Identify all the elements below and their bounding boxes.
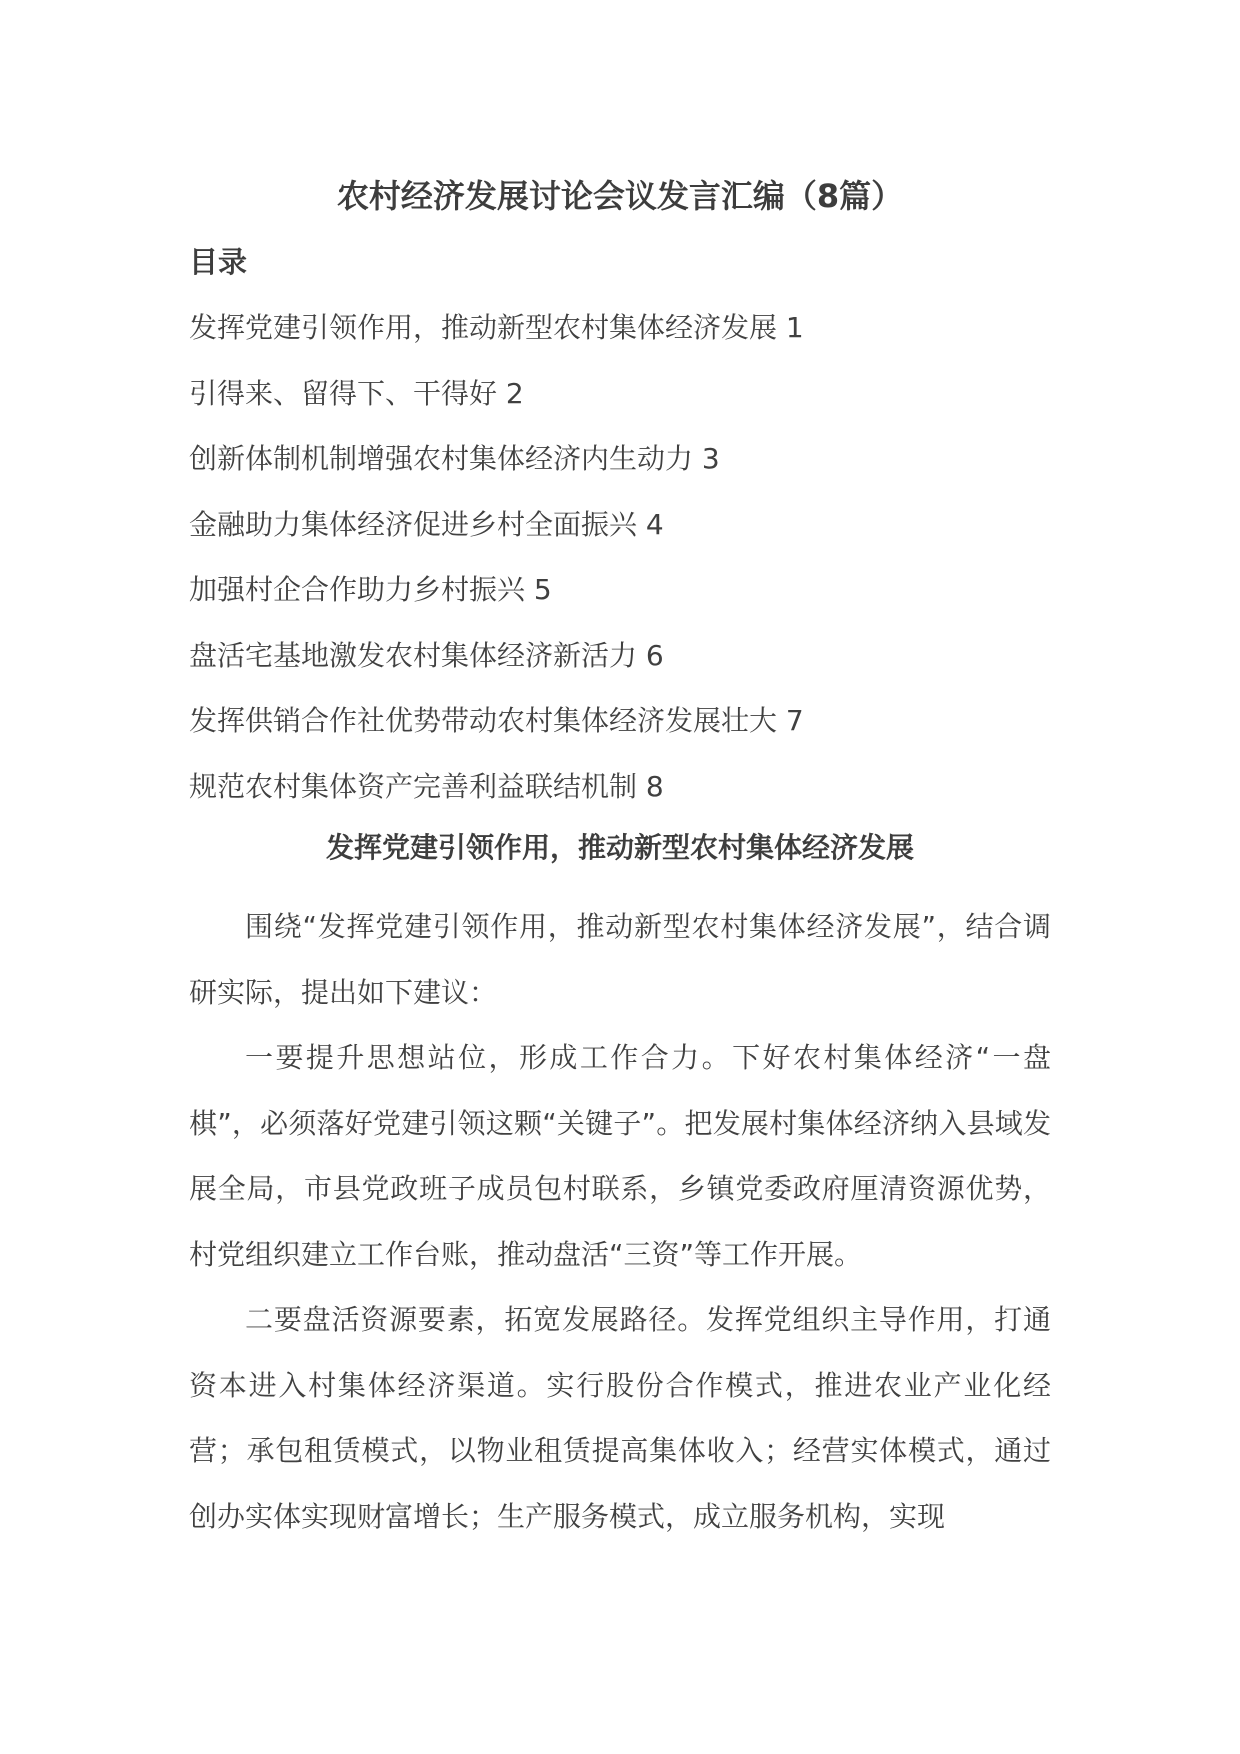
paragraph: 二要盘活资源要素，拓宽发展路径。发挥党组织主导作用，打通资本进入村集体经济渠道。实行股份合作模式，推进农业产业化经营；承包租赁模式，以物业租赁提高集体收入；经营实体模式，通过创办实体实现财富增长；生产服务模式，成立服务机构，实现 xyxy=(189,1303,1051,1533)
section-body xyxy=(189,894,1051,1549)
toc-item: 发挥党建引领作用，推动新型农村集体经济发展 1 xyxy=(189,311,804,344)
section-title: 发挥党建引领作用，推动新型农村集体经济发展 xyxy=(325,831,914,864)
paragraph: 一要提升思想站位，形成工作合力。下好农村集体经济“一盘棋”，必须落好党建引领这颗“关键子”。把发展村集体经济纳入县域发展全局，市县党政班子成员包村联系，乡镇党委政府厘清资源优势，村党组织建立工作台账，推动盘活“三资”等工作开展。 xyxy=(189,1041,1051,1271)
toc-item: 发挥供销合作社优势带动农村集体经济发展壮大 7 xyxy=(189,704,804,737)
toc-item: 盘活宅基地激发农村集体经济新活力 6 xyxy=(189,638,664,672)
toc-item: 金融助力集体经济促进乡村全面振兴 4 xyxy=(189,507,664,541)
toc-item: 规范农村集体资产完善利益联结机制 8 xyxy=(189,769,664,803)
document-title: 农村经济发展讨论会议发言汇编（8篇） xyxy=(336,177,904,215)
toc-item: 创新体制机制增强农村集体经济内生动力 3 xyxy=(189,442,720,475)
toc-heading: 目录 xyxy=(189,245,248,279)
paragraph: 围绕“发挥党建引领作用，推动新型农村集体经济发展”，结合调研实际，提出如下建议： xyxy=(189,910,1051,1009)
toc-item: 加强村企合作助力乡村振兴 5 xyxy=(189,573,552,606)
toc-item: 引得来、留得下、干得好 2 xyxy=(189,376,524,410)
table-of-contents xyxy=(189,303,804,827)
